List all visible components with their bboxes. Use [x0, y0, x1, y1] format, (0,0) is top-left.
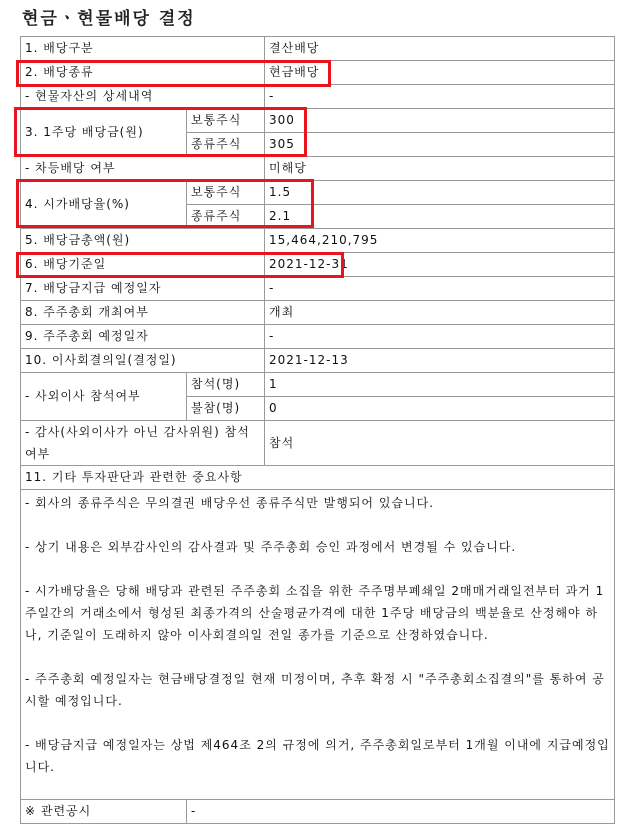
sub-label: 보통주식	[187, 109, 265, 133]
row-label: 1. 배당구분	[21, 37, 265, 61]
row-value: 1.5	[265, 181, 615, 205]
sub-label: 종류주식	[187, 205, 265, 229]
row-label: 6. 배당기준일	[21, 253, 265, 277]
row-payment-date	[21, 277, 615, 301]
note-paragraph: - 상기 내용은 외부감사인의 감사결과 및 주주총회 승인 과정에서 변경될 수 있습니다.	[25, 540, 517, 554]
row-value: 1	[265, 373, 615, 397]
row-value: 2021-12-31	[265, 253, 615, 277]
row-yield-common	[21, 181, 615, 205]
row-value: 참석	[265, 421, 615, 466]
row-in-kind-details	[21, 85, 615, 109]
dividend-table	[20, 36, 615, 824]
row-board-date	[21, 349, 615, 373]
row-dps-common	[21, 109, 615, 133]
row-label: - 현물자산의 상세내역	[21, 85, 265, 109]
row-value: 300	[265, 109, 615, 133]
note-paragraph: - 배당금지급 예정일자는 상법 제464조 2의 규정에 의거, 주주총회일로부터 1개월 이내에 지급예정입니다.	[25, 738, 610, 774]
row-value: 2021-12-13	[265, 349, 615, 373]
row-related-disclosure	[21, 800, 615, 824]
row-label: 2. 배당종류	[21, 61, 265, 85]
row-dividend-type	[21, 37, 615, 61]
sub-label: 종류주식	[187, 133, 265, 157]
row-value: -	[187, 800, 615, 824]
page-title: 현금ㆍ현물배당 결정	[22, 9, 196, 29]
row-label: 3. 1주당 배당금(원)	[21, 109, 187, 157]
row-label: 8. 주주총회 개최여부	[21, 301, 265, 325]
row-value: -	[265, 85, 615, 109]
row-value: -	[265, 277, 615, 301]
row-value: 0	[265, 397, 615, 421]
row-differential	[21, 157, 615, 181]
note-paragraph: - 회사의 종류주식은 무의결권 배당우선 종류주식만 발행되어 있습니다.	[25, 496, 435, 510]
row-value: 현금배당	[265, 61, 615, 85]
row-value: 15,464,210,795	[265, 229, 615, 253]
row-value: -	[265, 325, 615, 349]
row-total	[21, 229, 615, 253]
row-record-date	[21, 253, 615, 277]
sub-label: 불참(명)	[187, 397, 265, 421]
row-value: 2.1	[265, 205, 615, 229]
row-value: 305	[265, 133, 615, 157]
notes-cell	[21, 490, 615, 800]
row-label: - 사외이사 참석여부	[21, 373, 187, 421]
row-label: - 차등배당 여부	[21, 157, 265, 181]
row-label: - 감사(사외이사가 아닌 감사위원) 참석여부	[21, 421, 265, 466]
row-label: 4. 시가배당율(%)	[21, 181, 187, 229]
row-value: 결산배당	[265, 37, 615, 61]
row-label: 11. 기타 투자판단과 관련한 중요사항	[21, 466, 615, 490]
row-dividend-kind	[21, 61, 615, 85]
row-label: 10. 이사회결의일(결정일)	[21, 349, 265, 373]
note-paragraph: - 주주총회 예정일자는 현금배당결정일 현재 미정이며, 추후 확정 시 "주주총회소집결의"를 통하여 공시할 예정입니다.	[25, 672, 605, 708]
row-agm-date	[21, 325, 615, 349]
row-label: 7. 배당금지급 예정일자	[21, 277, 265, 301]
sub-label: 참석(명)	[187, 373, 265, 397]
row-notes	[21, 490, 615, 800]
row-label: 5. 배당금총액(원)	[21, 229, 265, 253]
row-auditor-attend	[21, 421, 615, 466]
row-value: 미해당	[265, 157, 615, 181]
row-label: ※ 관련공시	[21, 800, 187, 824]
row-label: 9. 주주총회 예정일자	[21, 325, 265, 349]
sub-label: 보통주식	[187, 181, 265, 205]
row-outside-directors-attend	[21, 373, 615, 397]
row-value: 개최	[265, 301, 615, 325]
note-paragraph: - 시가배당율은 당해 배당과 관련된 주주총회 소집을 위한 주주명부폐쇄일 2매매거래일전부터 과거 1주일간의 거래소에서 형성된 최종가격의 산술평균가격에 대한 1주당 배당금의 백분율로 산정해야 하나, 기준일이 도래하지 않아 이사회결의일 전일 종가를 기준으로 산정하였습니다.	[25, 584, 605, 642]
row-agm-held	[21, 301, 615, 325]
row-other-matters	[21, 466, 615, 490]
